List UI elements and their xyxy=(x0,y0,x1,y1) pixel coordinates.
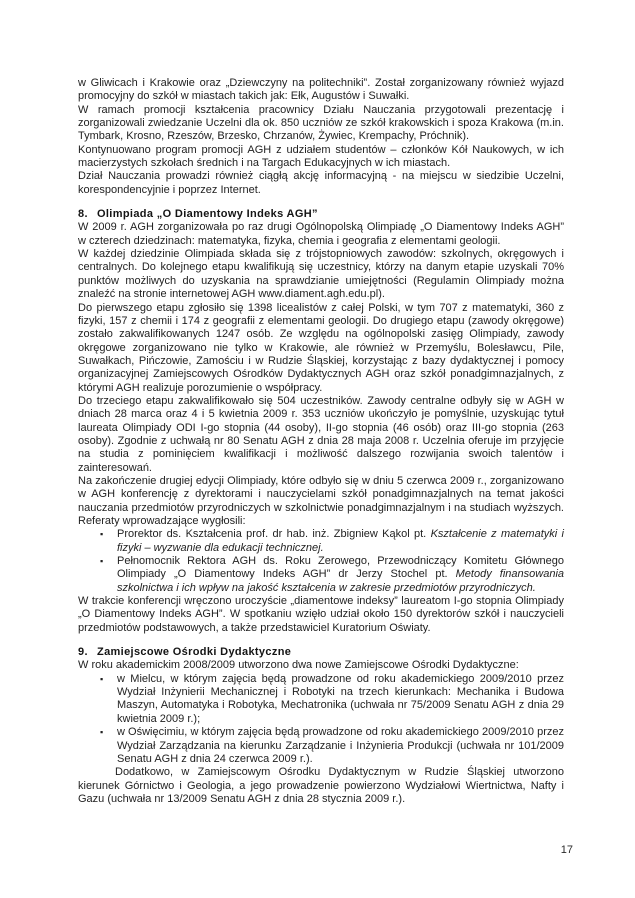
bullet-icon: ▪ xyxy=(100,556,104,567)
bullet-icon: ▪ xyxy=(100,673,104,684)
list-item-italic-title: Kształcenie z matematyki i fizyki – wyzwanie dla edukacji technicznej. xyxy=(117,528,564,554)
page-number: 17 xyxy=(560,844,573,856)
section-8-paragraph-2: W każdej dziedzinie Olimpiada składa się z trójstopniowych zawodów: szkolnych, okręgowych i centralnych. Do kolejnego etapu kwalifikują się uczestnicy, którzy na danym etapie uzyskali 70% punktów możliwych do uzyskania na sprawdzianie umiejętności (Regulamin Olimpiady można znaleźć na stronie internetowej AGH www.diament.agh.edu.pl). xyxy=(78,248,564,301)
section-9-list-item-2 xyxy=(78,726,564,766)
section-8-paragraph-4: Do trzeciego etapu zakwalifikowało się 504 uczestników. Zawody centralne odbyły się w AGH w dniach 28 marca oraz 4 i 5 kwietnia 2009 r. 353 uczniów ukończyło je pomyślnie, uzyskując tytuł laureata Olimpiady ODI I-go stopnia (44 osoby), II-go stopnia (46 osób) oraz III-go stopnia (263 osoby). Zgodnie z uchwałą nr 80 Senatu AGH z dnia 28 maja 2008 r. Uczelnia oferuje im przyjęcie na studia z pominięciem kwalifikacji i możliwość dalszego rozwijania swoich talentów i zainteresowań. xyxy=(78,394,564,474)
bullet-icon: ▪ xyxy=(100,727,104,738)
intro-paragraph-1: w Gliwicach i Krakowie oraz „Dziewczyny na politechniki”. Został zorganizowany również wyjazd promocyjny do szkół w miastach takich jak: Ełk, Augustów i Suwałki. xyxy=(78,77,564,103)
list-item-italic-title: Metody finansowania szkolnictwa i ich wpływ na jakość kształcenia w zakresie przedmiotów przyrodniczych. xyxy=(117,568,565,594)
section-8-list-item-2-text xyxy=(117,555,564,595)
section-9-heading xyxy=(78,646,564,659)
section-8-list-item-1-text xyxy=(117,528,564,555)
intro-paragraph-3: Kontynuowano program promocji AGH z udziałem studentów – członków Kół Naukowych, w ich macierzystych szkołach średnich i na Targach Edukacyjnych w ich miastach. xyxy=(78,143,564,170)
section-8-list-item-1 xyxy=(78,528,564,555)
section-8-paragraph-3: Do pierwszego etapu zgłosiło się 1398 licealistów z całej Polski, w tym 707 z matematyki, 360 z fizyki, 157 z chemii i 174 z geografii z elementami geologii. Do drugiego etapu (zawody okręgowe) zostało zakwalifikowanych 1247 osób. Ze względu na ogólnopolski zasięg Olimpiady, zawody okręgowe zorganizowano nie tylko w Krakowie, ale również w Przemyślu, Bolesławcu, Pile, Suwałkach, Pińczowie, Zamościu i w Rudzie Śląskiej, korzystając z bazy dydaktycznej i pomocy organizacyjnej Zamiejscowych Ośrodków Dydaktycznych AGH oraz szkół ponadgimnazjalnych, z którymi AGH realizuje porozumienie o współpracy. xyxy=(78,301,564,394)
section-9-number: 9. xyxy=(78,646,88,659)
section-8-heading xyxy=(78,208,564,221)
section-9-list-item-2-text: w Oświęcimiu, w którym zajęcia będą prowadzone od roku akademickiego 2009/2010 przez Wydział Zarządzania na kierunku Zarządzanie i Inżynieria Produkcji (uchwała nr 101/2009 Senatu AGH z dnia 24 czerwca 2009 r.). xyxy=(117,726,564,765)
section-9-list-item-1-text: w Mielcu, w którym zajęcia będą prowadzone od roku akademickiego 2009/2010 przez Wydział Inżynierii Mechanicznej i Robotyki na trzech kierunkach: Mechanika i Budowa Maszyn, Automatyka i Robotyka, Mechatronika (uchwała nr 75/2009 Senatu AGH z dnia 29 kwietnia 2009 r.); xyxy=(117,672,564,725)
page-content xyxy=(78,77,564,806)
section-8-paragraph-5: Na zakończenie drugiej edycji Olimpiady, które odbyło się w dniu 5 czerwca 2009 r., zorganizowano w AGH konferencję z dyrektorami i nauczycielami szkół ponadgimnazjalnych na temat jakości nauczania przedmiotów przyrodniczych w szkolnictwie ponadgimnazjalnym i na studiach wyższych. Referaty wprowadzające wygłosili: xyxy=(78,474,564,527)
section-8-title: Olimpiada „O Diamentowy Indeks AGH” xyxy=(97,208,318,221)
list-item-lead: Pełnomocnik Rektora AGH ds. Roku Zerowego, Przewodniczący Komitetu Głównego Olimpiady „O Diamentowy Indeks AGH” dr Jerzy Stochel pt. xyxy=(117,555,564,581)
section-9-paragraph-1: W roku akademickim 2008/2009 utworzono dwa nowe Zamiejscowe Ośrodki Dydaktyczne: xyxy=(78,659,519,672)
intro-paragraph-4: Dział Nauczania prowadzi również ciągłą akcję informacyjną - na miejscu w siedzibie Uczelni, korespondencyjnie i poprzez Internet. xyxy=(78,170,564,196)
bullet-icon: ▪ xyxy=(100,529,104,540)
section-8-paragraph-1: W 2009 r. AGH zorganizowała po raz drugi Ogólnopolską Olimpiadę „O Diamentowy Indeks AGH” w czterech dziedzinach: matematyka, fizyka, chemia i geografia z elementami geologii. xyxy=(78,221,564,247)
section-8-paragraph-6: W trakcie konferencji wręczono uroczyście „diamentowe indeksy” laureatom I-go stopnia Olimpiady „O Diamentowy Indeks AGH”. W spotkaniu wzięło udział około 150 dyrektorów szkół i nauczycieli przedmiotów podstawowych, a także przedstawiciel Kuratorium Oświaty. xyxy=(78,595,564,634)
list-item-lead: Prorektor ds. Kształcenia prof. dr hab. inż. Zbigniew Kąkol pt. xyxy=(117,528,431,541)
section-9-list-item-1 xyxy=(78,673,564,726)
intro-paragraph-2: W ramach promocji kształcenia pracownicy Działu Nauczania przygotowali prezentację i zorganizowali zwiedzanie Uczelni dla ok. 850 uczniów ze szkół krakowskich i spoza Krakowa (m.in. Tymbark, Krosno, Rzeszów, Brzesko, Chrzanów, Żywiec, Krempachy, Próchnik). xyxy=(78,103,564,143)
section-9-paragraph-2: Dodatkowo, w Zamiejscowym Ośrodku Dydaktycznym w Rudzie Śląskiej utworzono kierunek Górnictwo i Geologia, a jego prowadzenie powierzono Wydziałowi Wiertnictwa, Nafty i Gazu (uchwała nr 13/2009 Senatu AGH z dnia 28 stycznia 2009 r.). xyxy=(78,766,564,805)
section-8-list-item-2 xyxy=(78,555,564,595)
section-9-title: Zamiejscowe Ośrodki Dydaktyczne xyxy=(97,646,292,659)
section-8-number: 8. xyxy=(78,208,88,221)
